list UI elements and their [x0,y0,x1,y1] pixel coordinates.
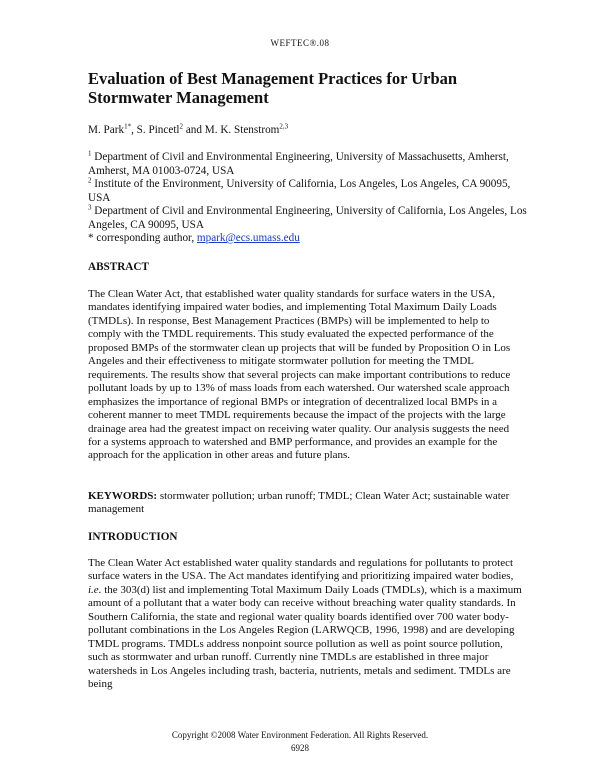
affiliation-3-mark: 3 [88,203,92,212]
affiliation-2-mark: 2 [88,176,92,185]
affiliation-3-text: Department of Civil and Environmental Engineering, University of California, Los Angeles, Los Angeles, CA 90095, USA [88,205,527,231]
affiliation-1 [88,151,528,178]
email-link[interactable]: mpark@ecs.umass.edu [196,232,300,244]
author-2-mark: 2 [179,122,184,131]
author-3-mark: 2,3 [279,122,289,131]
intro-text-1: The Clean Water Act established water quality standards and regulations for pollutants to protect surface waters in the USA. The Act mandates identifying and prioritizing impaired water bodies, [88,557,514,583]
affiliation-1-mark: 1 [88,149,92,158]
copyright-footer: Copyright ©2008 Water Environment Federation. All Rights Reserved. [171,730,429,740]
affiliation-2 [88,178,528,205]
keywords-text: stormwater pollution; urban runoff; TMDL; Clean Water Act; sustainable water management [88,490,510,516]
affiliation-2-text: Institute of the Environment, University of California, Los Angeles, Los Angeles, CA 90095, USA [88,178,511,204]
author-3: and M. K. Stenstrom [183,124,280,136]
corresponding-author [88,232,528,246]
paper-title: Evaluation of Best Management Practices for Urban Stormwater Management [88,69,458,107]
keywords [88,490,524,517]
author-1: M. Park [88,124,125,136]
affiliation-3 [88,205,528,232]
running-header: WEFTEC®.08 [270,38,330,48]
introduction-body [88,557,524,692]
corresponding-label: * corresponding author, [88,232,197,244]
introduction-heading: INTRODUCTION [88,531,178,543]
intro-ie: i.e. [88,583,102,596]
author-1-mark: 1* [124,122,132,131]
author-line [88,124,288,136]
page-number: 6928 [291,743,309,753]
abstract-body: The Clean Water Act, that established water quality standards for surface waters in the USA, mandates identifying impaired water bodies, and implementing Total Maximum Daily Loads (TMDLs). In response, Best Management Practices (BMPs) will be implemented to help to comply with the TMDL requirements. This study evaluated the expected performance of the proposed BMPs of the stormwater clean up projects that will be funded by Proposition O in Los Angeles and their effectiveness to mitigate stormwater pollution for meeting the TMDL requirements. The results show that several projects can make important contributions to reduce pollutant loads by up to 13% of mass loads from each watershed. Our watershed scale approach emphasizes the importance of regional BMPs or integration of decentralized local BMPs in a coherent manner to meet TMDL requirements because the impact of the projects with the large drainage area had the greatest impact on receiving water quality. Our analysis suggests the need for a systems approach to watershed and BMP performance, and provides an example for the approach for the application in other areas and future plans. [88,288,511,462]
intro-text-2: the 303(d) list and implementing Total Maximum Daily Loads (TMDLs), which is a maximum amount of a pollutant that a water body can receive without breaching water quality standards. In Southern California, the state and regional water quality boards identified over 700 water body-pollutant combinations in the Los Angeles Region (LARWQCB, 1996, 1998) and are developing TMDL programs. TMDLs address nonpoint source pollution as well as point source pollution, such as stormwater and urban runoff. Currently nine TMDLs are established in three major watersheds in Los Angeles including trash, bacteria, nutrients, metals and sediment. TMDLs are being [88,583,522,691]
author-2: , S. Pincetl [131,124,180,136]
keywords-label: KEYWORDS: [88,490,158,502]
affiliations [88,151,528,246]
affiliation-1-text: Department of Civil and Environmental Engineering, University of Massachusetts, Amherst, Amherst, MA 01003-0724, USA [88,151,509,177]
abstract-heading: ABSTRACT [88,261,149,273]
